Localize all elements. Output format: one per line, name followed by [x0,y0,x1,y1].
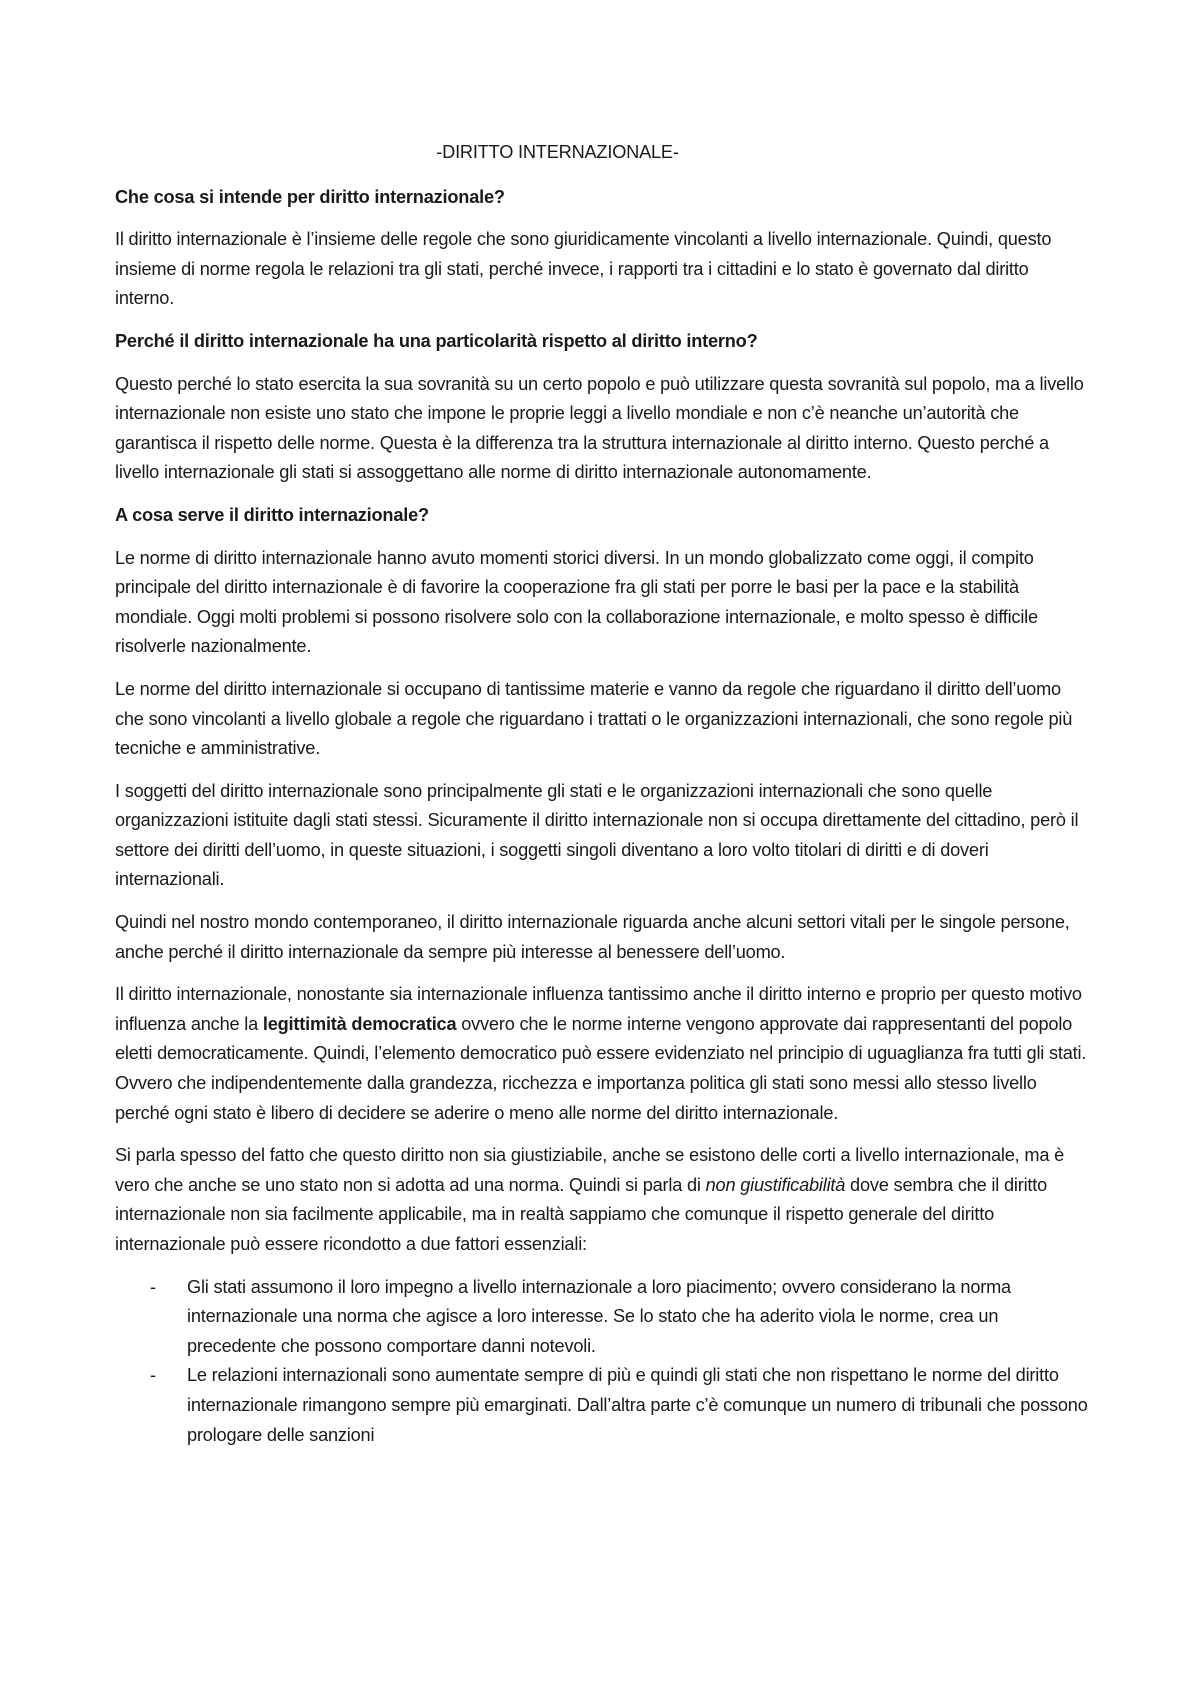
paragraph: I soggetti del diritto internazionale sono principalmente gli stati e le organizzazioni internazionali che sono quelle organizzazioni istituite dagli stati stessi. Sicuramente il diritto internazionale non si occupa direttamente del cittadino, però il settore dei diritti dell’uomo, in queste situazioni, i soggetti singoli diventano a loro volto titolari di diritti e di doveri internazionali. [115,780,1079,890]
document-body [115,138,1090,1450]
italic-term: non giustificabilità [705,1174,846,1195]
question-heading: A cosa serve il diritto internazionale? [115,504,429,525]
question-heading: Perché il diritto internazionale ha una particolarità rispetto al diritto interno? [115,330,758,351]
paragraph [115,1141,1090,1259]
paragraph: Le norme del diritto internazionale si occupano di tantissime materie e vanno da regole che riguardano il diritto dell’uomo che sono vincolanti a livello globale a regole che riguardano i trattati o le organizzazioni internazionali, che sono regole più tecniche e amministrative. [115,678,1073,759]
paragraph: Il diritto internazionale è l’insieme delle regole che sono giuridicamente vincolanti a livello internazionale. Quindi, questo insieme di norme regola le relazioni tra gli stati, perché invece, i rapporti tra i cittadini e lo stato è governato dal diritto interno. [115,229,1052,309]
list-item-text: Le relazioni internazionali sono aumentate sempre di più e quindi gli stati che non rispettano le norme del diritto internazionale rimangono sempre più emarginati. Dall’altra parte c’è comunque un numero di tribunali che possono prologare delle sanzioni [187,1365,1088,1445]
paragraph-text: Si parla spesso del fatto che questo diritto non sia giustiziabile, anche se esistono delle corti a livello internazionale, ma è vero che anche se uno stato non si adotta ad una norma. Quindi si parla di [115,1145,1065,1195]
paragraph-text: dove sembra che il diritto internazionale non sia facilmente applicabile, ma in realtà sappiamo che comunque il rispetto generale del diritto internazionale può essere ricondotto a due fattori essenziali: [115,1174,1048,1254]
dash-bullet: - [150,1276,156,1297]
bold-term: legittimità democratica [262,1013,457,1034]
bullet-list [115,1273,1090,1451]
paragraph: Questo perché lo stato esercita la sua sovranità su un certo popolo e può utilizzare questa sovranità sul popolo, ma a livello internazionale non esiste uno stato che impone le proprie leggi a livello mondiale e non c’è neanche un’autorità che garantisca il rispetto delle norme. Questa è la differenza tra la struttura internazionale al diritto interno. Questo perché a livello internazionale gli stati si assoggettano alle norme di diritto internazionale autonomamente. [115,373,1084,483]
paragraph-text: Il diritto internazionale, nonostante sia internazionale influenza tantissimo anche il diritto interno e proprio per questo motivo influenza anche la [115,984,1082,1034]
dash-bullet: - [150,1365,156,1386]
question-heading: Che cosa si intende per diritto internazionale? [115,186,505,207]
paragraph-text: ovvero che le norme interne vengono approvate dai rappresentanti del popolo eletti democraticamente. Quindi, l’elemento democratico può essere evidenziato nel principio di uguaglianza fra tutti gli stati. Ovvero che indipendentemente dalla grandezza, ricchezza e importanza politica gli stati sono messi allo stesso livello perché ogni stato è libero di decidere se aderire o meno alle norme del diritto internazionale. [115,1013,1087,1123]
list-item [115,1273,1090,1362]
paragraph: Quindi nel nostro mondo contemporaneo, il diritto internazionale riguarda anche alcuni settori vitali per le singole persone, anche perché il diritto internazionale da sempre più interesse al benessere dell’uomo. [115,912,1070,962]
paragraph [115,980,1090,1128]
paragraph: Le norme di diritto internazionale hanno avuto momenti storici diversi. In un mondo globalizzato come oggi, il compito principale del diritto internazionale è di favorire la cooperazione fra gli stati per porre le basi per la pace e la stabilità mondiale. Oggi molti problemi si possono risolvere solo con la collaborazione internazionale, e molto spesso è difficile risolverle nazionalmente. [115,547,1038,657]
list-item-text: Gli stati assumono il loro impegno a livello internazionale a loro piacimento; ovvero considerano la norma internazionale una norma che agisce a loro interesse. Se lo stato che ha aderito viola le norme, crea un precedente che possono comportare danni notevoli. [187,1276,1011,1356]
list-item [115,1361,1090,1450]
document-title: -DIRITTO INTERNAZIONALE- [436,142,679,162]
